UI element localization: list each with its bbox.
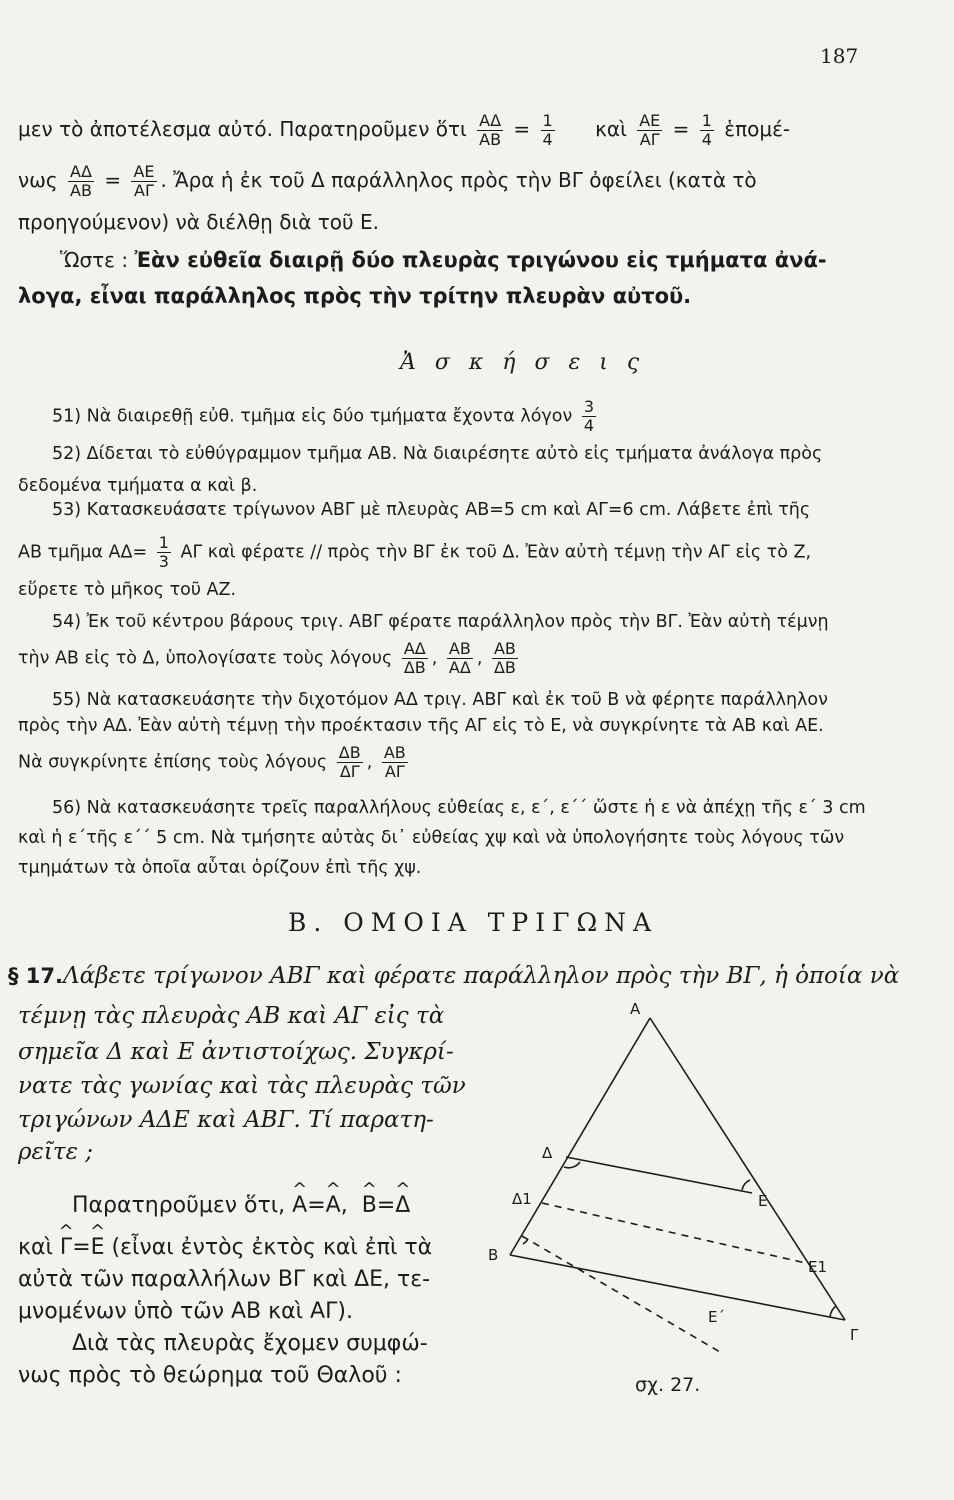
angle-mark-g [830,1306,836,1317]
fraction: $\frac{\Delta B}{\Delta\Gamma}$ [338,743,361,781]
fraction: $\frac{3}{4}$ [583,397,595,435]
fraction: $\frac{1}{3}$ [158,533,169,571]
angle-mark-e [742,1180,750,1190]
label-ep: Ε΄ [708,1308,725,1326]
exercise-56-line: καὶ ἡ ε΄τῆς ε΄΄ 5 cm. Νὰ τμήσητε αὐτὰς δι᾽ εὐθείας χψ καὶ νὰ ὑπολογήσητε τοὺς λόγους τῶν [18,828,845,848]
section-17-line: ρεῖτε ; [18,1139,94,1165]
label-d1: Δ1 [512,1190,532,1208]
text-line: προηγούμενον) νὰ διέλθῃ διὰ τοῦ Ε. [18,210,379,234]
observation-line: μνομένων ὑπὸ τῶν ΑΒ καὶ ΑΓ). [18,1299,353,1324]
label-e: Ε [758,1192,768,1210]
exercise-52-line: δεδομένα τμήματα α καὶ β. [18,476,258,496]
label-d: Δ [542,1144,553,1162]
section-17-line: § 17.Λάβετε τρίγωνον ΑΒΓ καὶ φέρατε παράλληλον πρὸς τὴν ΒΓ, ἡ ὁποία νὰ [8,963,900,989]
exercise-51: 51) Νὰ διαιρεθῇ εὐθ. τμῆμα εἰς δύο τμήματα ἔχοντα λόγον $\frac{3}{4}$ [52,397,595,435]
exercise-53-line: 53) Κατασκευάσατε τρίγωνον ΑΒΓ μὲ πλευρὰς ΑΒ=5 cm καὶ ΑΓ=6 cm. Λάβετε ἐπὶ τῆς [52,500,811,520]
side-ab [510,1018,650,1255]
label-e1: Ε1 [808,1258,828,1276]
exercise-56-line: 56) Νὰ κατασκευάσητε τρεῖς παραλλήλους εὐθείας ε, ε΄, ε΄΄ ὥστε ἡ ε νὰ ἀπέχῃ τῆς ε΄ 3 cm [52,798,866,818]
fraction: $\frac{AE}{A\Gamma}$ [133,162,155,200]
section-17-line: τριγώνων ΑΔΕ καὶ ΑΒΓ. Τί παρατη- [18,1107,434,1133]
triangle-figure [470,1000,890,1370]
section-17-line: σημεῖα Δ καὶ Ε ἀντιστοίχως. Συγκρί- [18,1039,454,1065]
exercise-53-line: εὕρετε τὸ μῆκος τοῦ ΑΖ. [18,580,237,600]
angle-mark-b [523,1239,528,1244]
page-number: 187 [820,44,859,68]
exercise-55-line: 55) Νὰ κατασκευάσητε τὴν διχοτόμον ΑΔ τριγ. ΑΒΓ καὶ ἐκ τοῦ Β νὰ φέρητε παράλληλον [52,690,828,710]
observation-line: αὐτὰ τῶν παραλλήλων ΒΓ καὶ ΔΕ, τε- [18,1267,431,1292]
exercise-53-line: ΑΒ τμῆμα ΑΔ= $\frac{1}{3}$ ΑΓ καὶ φέρατε // πρὸς τὴν ΒΓ ἐκ τοῦ Δ. Ἐὰν αὐτὴ τέμνῃ τὴν ΑΓ εἰς τὸ Ζ, [18,533,812,571]
text-line: μεν τὸ ἀποτέλεσμα αὐτό. Παρατηροῦμεν ὅτι $\frac{A\Delta}{AB}$ = $\frac{1}{4}$ καὶ $\frac{AE}{A\Gamma}$ = $\frac{1}{4}$ ἑπομέ- [18,111,791,149]
observation-line: Διὰ τὰς πλευρὰς ἔχομεν συμφώ- [72,1331,428,1356]
section-17-line: νατε τὰς γωνίας καὶ τὰς πλευρὰς τῶν [18,1073,466,1099]
text-line: νως $\frac{A\Delta}{AB}$ = $\frac{AE}{A\Gamma}$ . Ἄρα ἡ ἐκ τοῦ Δ παράλληλος πρὸς τὴν ΒΓ ὀφείλει (κατὰ τὸ [18,162,757,200]
label-g: Γ [850,1326,859,1344]
fraction: $\frac{AB}{A\Gamma}$ [383,743,406,781]
unused [650,1018,745,1185]
fraction: $\frac{A\Delta}{\Delta B}$ [403,639,426,677]
fraction: $\frac{AB}{\Delta B}$ [493,639,516,677]
angle-mark-d [564,1162,580,1168]
line-de [566,1157,752,1193]
exercises-heading: Ἀ σ κ ή σ ε ι ς [400,350,646,375]
label-a: Α [630,1000,641,1018]
fraction: $\frac{A\Delta}{AB}$ [70,162,92,200]
fraction: $\frac{AE}{A\Gamma}$ [639,111,661,149]
observation-line: νως πρὸς τὸ θεώρημα τοῦ Θαλοῦ : [18,1363,402,1388]
fraction: $\frac{1}{4}$ [701,111,712,149]
observation-line: καὶ ^ Γ=^ Ε (εἶναι ἐντὸς ἐκτὸς καὶ ἐπὶ τὰ [18,1236,432,1260]
theorem-line: λογα, εἶναι παράλληλος πρὸς τὴν τρίτην πλευρὰν αὐτοῦ. [18,284,692,308]
section-heading: Β. ΟΜΟΙΑ ΤΡΙΓΩΝΑ [288,908,659,937]
exercise-54-line: τὴν ΑΒ εἰς τὸ Δ, ὑπολογίσατε τοὺς λόγους $\frac{A\Delta}{\Delta B}$ , $\frac{AB}{A\Delta}$ , $\frac{AB}{\Delta B}$ [18,639,516,677]
side-bg [510,1255,845,1320]
exercise-55-line: πρὸς τὴν ΑΔ. Ἐὰν αὐτὴ τέμνῃ τὴν προέκτασιν τῆς ΑΓ εἰς τὸ Ε, νὰ συγκρίνητε τὰ ΑΒ καὶ ΑΕ. [18,716,824,736]
fraction: $\frac{AB}{A\Delta}$ [448,639,471,677]
exercise-55-line: Νὰ συγκρίνητε ἐπίσης τοὺς λόγους $\frac{\Delta B}{\Delta\Gamma}$ , $\frac{AB}{A\Gamma}$ [18,743,406,781]
exercise-56-line: τμημάτων τὰ ὁποῖα αὗται ὁρίζουν ἐπὶ τῆς χψ. [18,858,422,878]
exercise-52-line: 52) Δίδεται τὸ εὐθύγραμμον τμῆμα ΑΒ. Νὰ διαιρέσητε αὐτὸ εἰς τμήματα ἀνάλογα πρὸς [52,444,823,464]
section-17-line: τέμνῃ τὰς πλευρὰς ΑΒ καὶ ΑΓ εἰς τὰ [18,1003,445,1029]
figure-caption: σχ. 27. [635,1374,701,1396]
observation-line: Παρατηροῦμεν ὅτι, ^ Α=^ Α, ^ Β=^ Δ [72,1194,410,1218]
exercise-54-line: 54) Ἐκ τοῦ κέντρου βάρους τριγ. ΑΒΓ φέρατε παράλληλον πρὸς τὴν ΒΓ. Ἐὰν αὐτὴ τέμνῃ [52,612,829,632]
label-b: Β [488,1246,499,1264]
fraction: $\frac{A\Delta}{AB}$ [479,111,502,149]
fraction: $\frac{1}{4}$ [542,111,553,149]
dashed-line-d1ep [522,1236,720,1352]
dashed-line-d1e1 [542,1203,810,1264]
theorem-line: Ὥστε : Ἐὰν εὐθεῖα διαιρῇ δύο πλευρὰς τριγώνου εἰς τμήματα ἀνά- [60,248,827,272]
